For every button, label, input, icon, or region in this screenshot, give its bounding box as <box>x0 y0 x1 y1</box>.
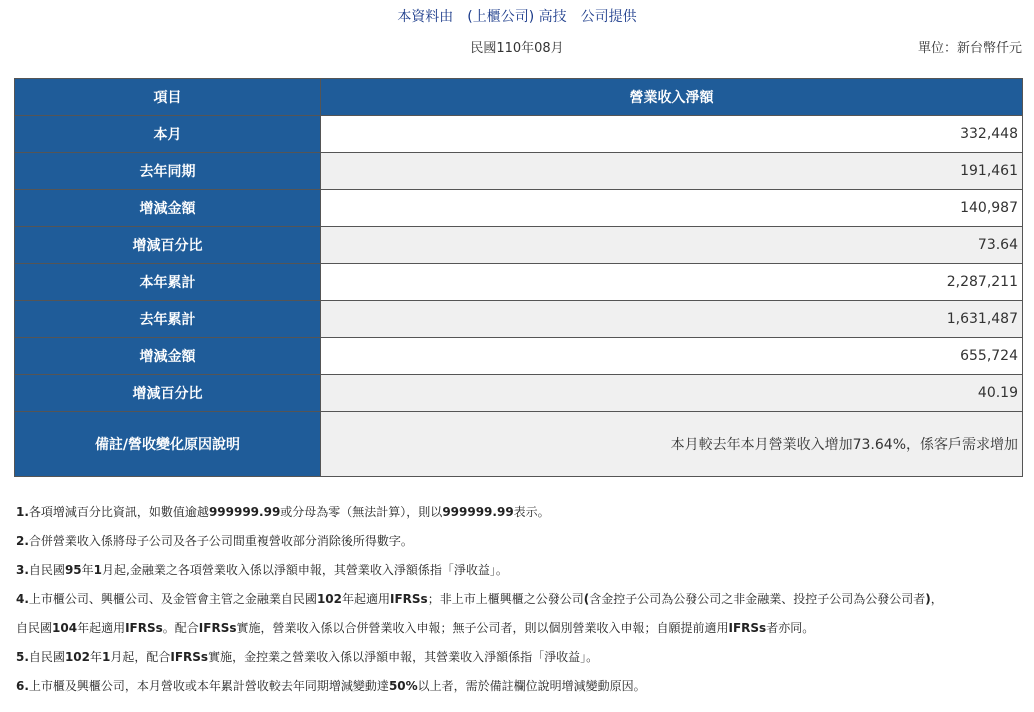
footnote-2: 2.合併營業收入係將母子公司及各子公司間重複營收部分消除後所得數字。 <box>16 534 413 548</box>
table-row <box>15 227 1023 264</box>
report-period: 民國110年08月 <box>470 41 564 56</box>
row-label: 去年同期 <box>15 153 321 190</box>
note-label: 備註/營收變化原因說明 <box>15 412 321 477</box>
table-row <box>15 264 1023 301</box>
row-value: 2,287,211 <box>321 264 1023 301</box>
table-row <box>15 301 1023 338</box>
table-row <box>15 190 1023 227</box>
footnotes <box>16 498 1026 701</box>
revenue-table <box>14 78 1023 477</box>
row-label: 本月 <box>15 116 321 153</box>
column-header-item: 項目 <box>15 79 321 116</box>
row-label: 增減金額 <box>15 338 321 375</box>
footnote-5: 5.自民國102年1月起，配合IFRSs實施，金控業之營業收入係以淨額申報，其營業收入淨額係指「淨收益」。 <box>16 650 599 664</box>
row-value: 40.19 <box>321 375 1023 412</box>
row-value: 1,631,487 <box>321 301 1023 338</box>
footnote-6: 6.上市櫃及興櫃公司，本月營收或本年累計營收較去年同期增減變動達50%以上者，需於備註欄位說明增減變動原因。 <box>16 679 646 693</box>
row-label: 增減百分比 <box>15 227 321 264</box>
footnote-3: 3.自民國95年1月起,金融業之各項營業收入係以淨額申報，其營業收入淨額係指「淨收益」。 <box>16 563 508 577</box>
row-value: 332,448 <box>321 116 1023 153</box>
row-label: 本年累計 <box>15 264 321 301</box>
table-header-row <box>15 79 1023 116</box>
footnote-4: 4.上市櫃公司、興櫃公司、及金管會主管之金融業自民國102年起適用IFRSs；非上市上櫃興櫃之公發公司(含金控子公司為公發公司之非金融業、投控子公司為公發公司者)， <box>16 592 943 606</box>
currency-unit: 單位：新台幣仟元 <box>917 41 1022 56</box>
row-value: 73.64 <box>321 227 1023 264</box>
table-row <box>15 153 1023 190</box>
table-row <box>15 116 1023 153</box>
row-label: 增減百分比 <box>15 375 321 412</box>
note-value: 本月較去年本月營業收入增加73.64%，係客戶需求增加 <box>321 412 1023 477</box>
page-title: 本資料由 (上櫃公司) 高技 公司提供 <box>397 9 637 25</box>
table-row <box>15 375 1023 412</box>
column-header-revenue: 營業收入淨額 <box>321 79 1023 116</box>
row-label: 去年累計 <box>15 301 321 338</box>
row-value: 140,987 <box>321 190 1023 227</box>
footnote-4-continued: 自民國104年起適用IFRSs。配合IFRSs實施，營業收入係以合併營業收入申報；無子公司者，則以個別營業收入申報；自願提前適用IFRSs者亦同。 <box>16 621 815 635</box>
row-value: 191,461 <box>321 153 1023 190</box>
row-label: 增減金額 <box>15 190 321 227</box>
table-row <box>15 338 1023 375</box>
row-value: 655,724 <box>321 338 1023 375</box>
footnote-1: 1.各項增減百分比資訊，如數值逾越999999.99或分母為零（無法計算），則以999999.99表示。 <box>16 505 550 519</box>
table-row-note <box>15 412 1023 477</box>
